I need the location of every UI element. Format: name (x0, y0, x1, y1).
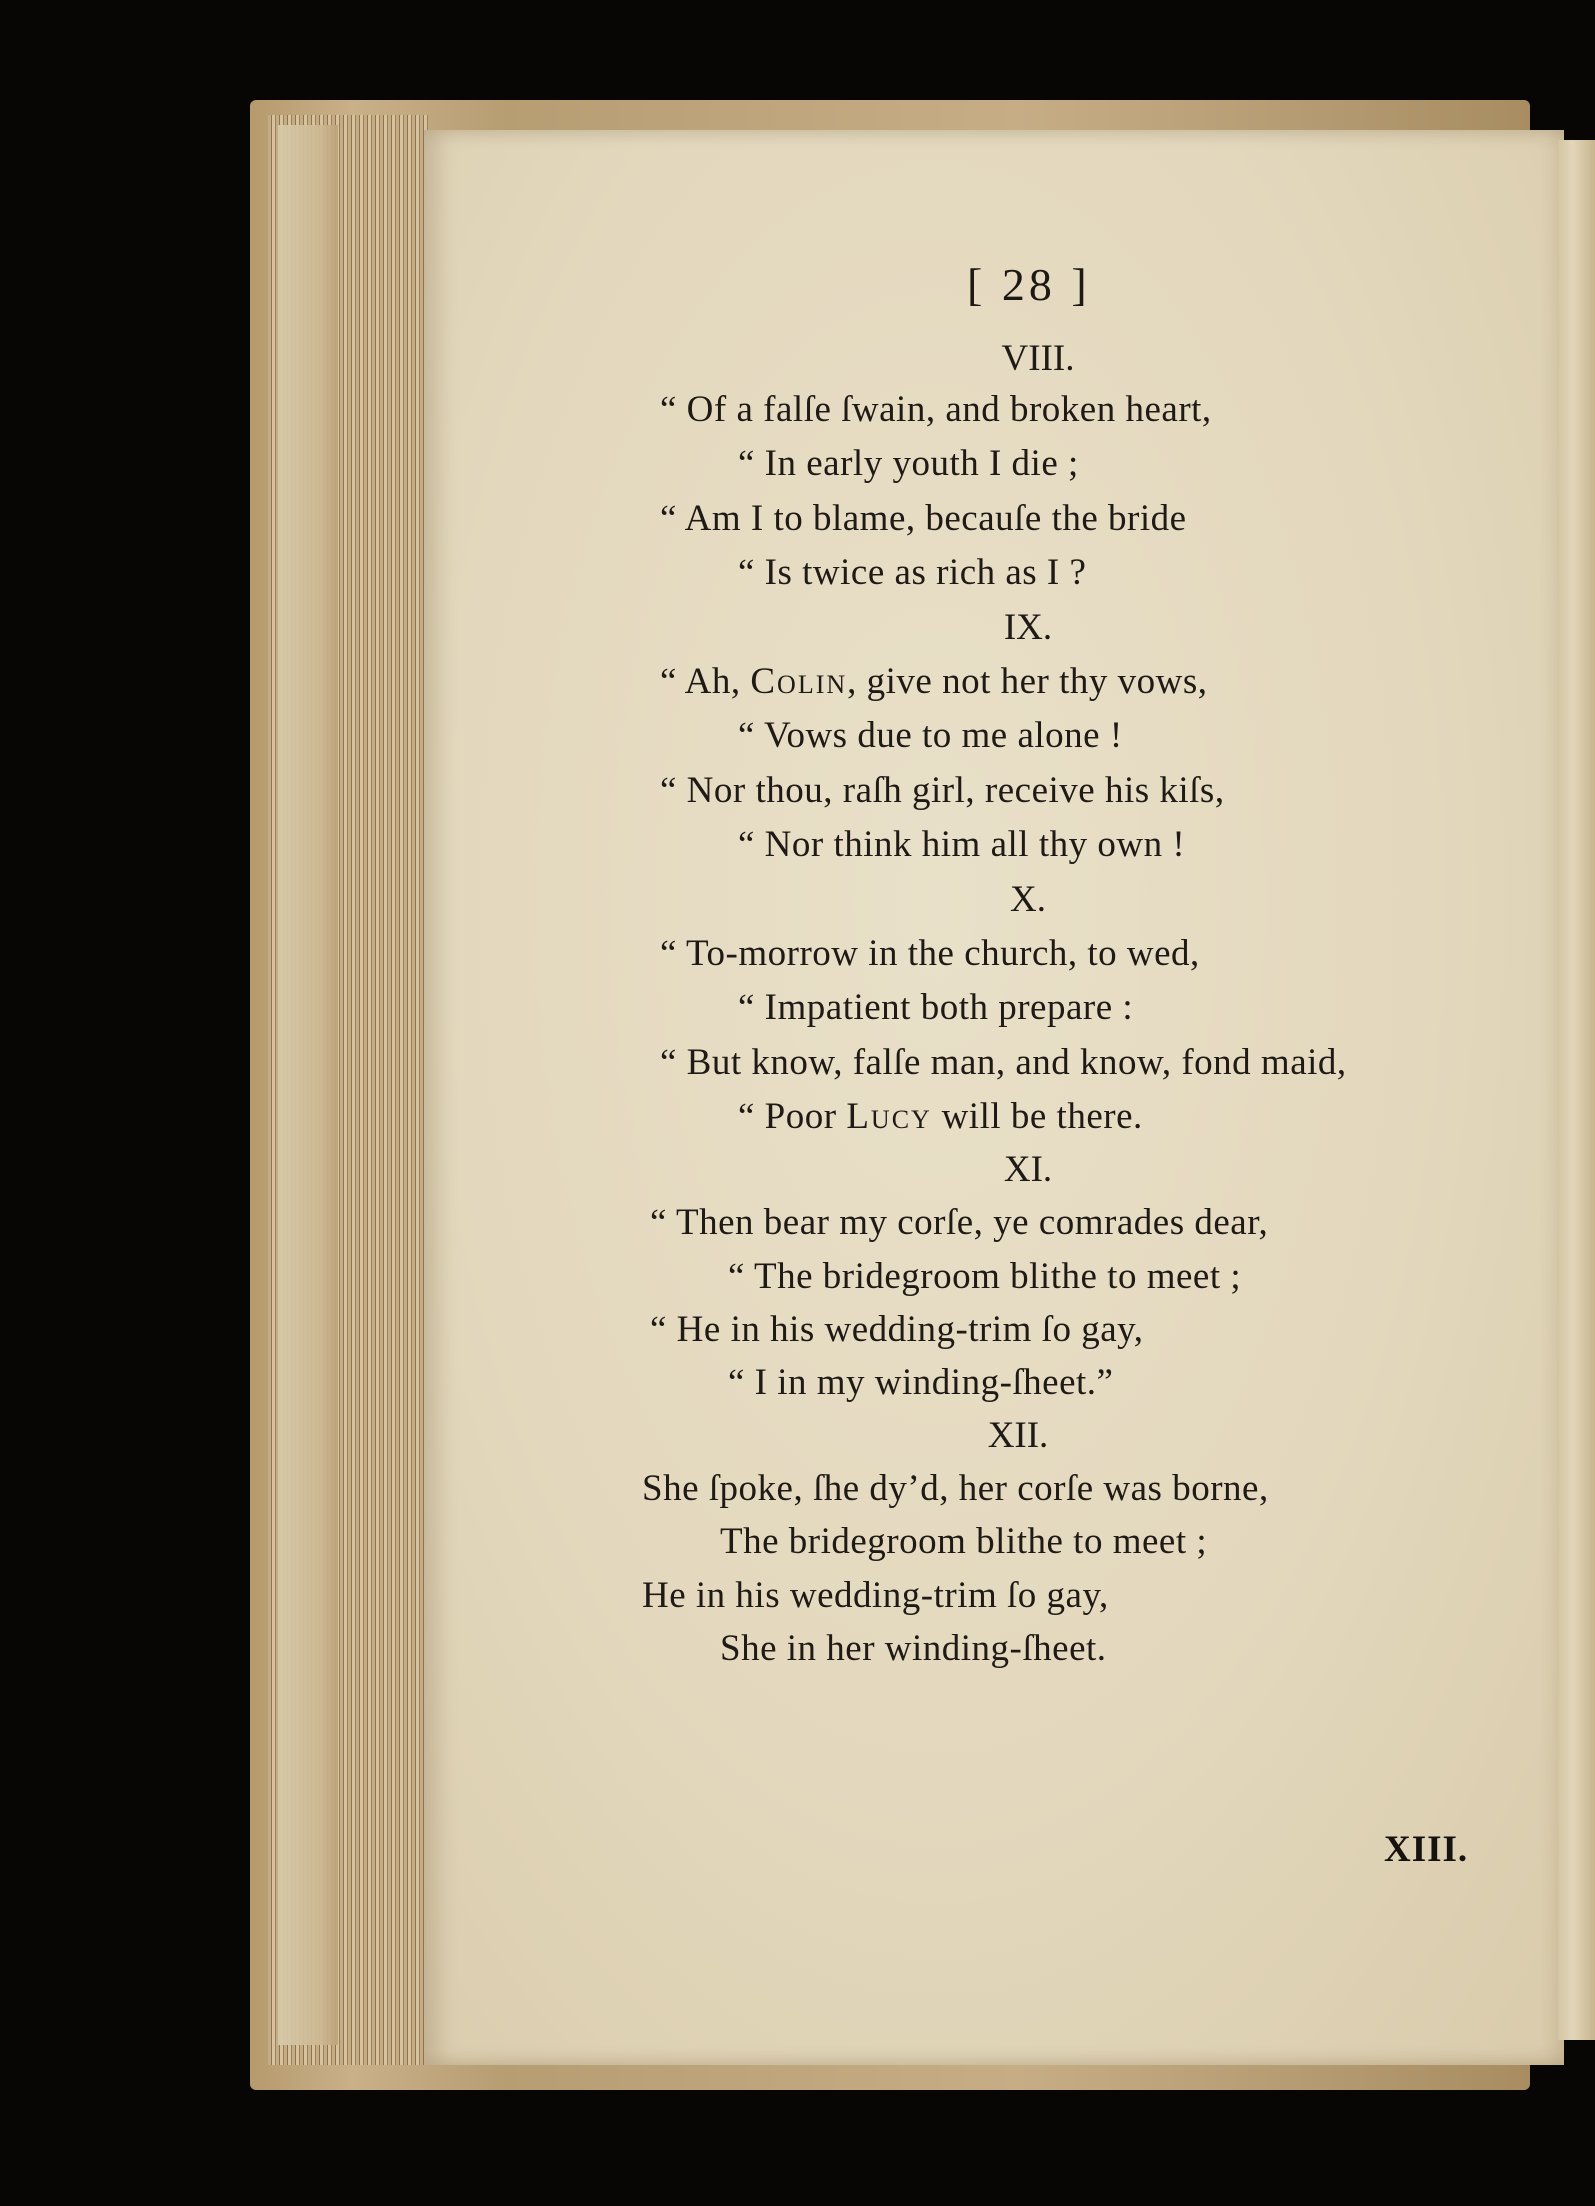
stanza-numeral: XI. (1003, 1149, 1053, 1190)
verse-line (738, 1095, 1143, 1138)
verse-line: She in her winding-ſheet. (720, 1628, 1107, 1669)
verse-text: “ Ah, (660, 661, 751, 702)
verse-line: “ Nor thou, raſh girl, receive his kiſs, (660, 770, 1225, 811)
verse-line: The bridegroom blithe to meet ; (720, 1521, 1208, 1562)
verse-line: “ The bridegroom blithe to meet ; (728, 1256, 1242, 1297)
verse-text: “ Poor (738, 1096, 847, 1137)
verse-line: “ Then bear my corſe, ye comrades dear, (650, 1202, 1269, 1243)
book-spine-edge (278, 125, 338, 2045)
verse-text: , give not her thy vows, (847, 661, 1208, 702)
verse-line: “ Vows due to me alone ! (738, 715, 1123, 756)
verse-line: “ Nor think him all thy own ! (738, 824, 1186, 865)
verse-line: “ Am I to blame, becauſe the bride (660, 498, 1187, 539)
name-small-caps: Lucy (846, 1096, 932, 1137)
stanza-numeral: IX. (1003, 607, 1053, 648)
verse-line: “ Impatient both prepare : (738, 987, 1134, 1028)
verse-line: “ He in his wedding-trim ſo gay, (650, 1309, 1144, 1350)
verse-line: “ Is twice as rich as I ? (738, 552, 1087, 593)
verse-line: “ To-morrow in the church, to wed, (660, 933, 1200, 974)
stanza-numeral: XII. (987, 1415, 1049, 1456)
page-number: [ 28 ] (967, 259, 1091, 310)
verse-text: will be there. (931, 1096, 1143, 1137)
catchword: XIII. (1384, 1829, 1469, 1870)
facing-page-edge (1558, 140, 1595, 2040)
name-small-caps: Colin (750, 661, 848, 702)
verse-line: “ In early youth I die ; (738, 443, 1079, 484)
verse-line (660, 660, 1208, 703)
verse-line: “ Of a falſe ſwain, and broken heart, (660, 389, 1212, 430)
verse-line: “ I in my winding-ſheet.” (728, 1362, 1114, 1403)
stanza-numeral: VIII. (1001, 338, 1075, 379)
verse-line: She ſpoke, ſhe dy’d, her corſe was borne, (642, 1468, 1269, 1509)
verse-line: “ But know, falſe man, and know, fond maid, (660, 1042, 1347, 1083)
stanza-numeral: X. (1010, 879, 1046, 920)
verse-line: He in his wedding-trim ſo gay, (642, 1575, 1109, 1616)
